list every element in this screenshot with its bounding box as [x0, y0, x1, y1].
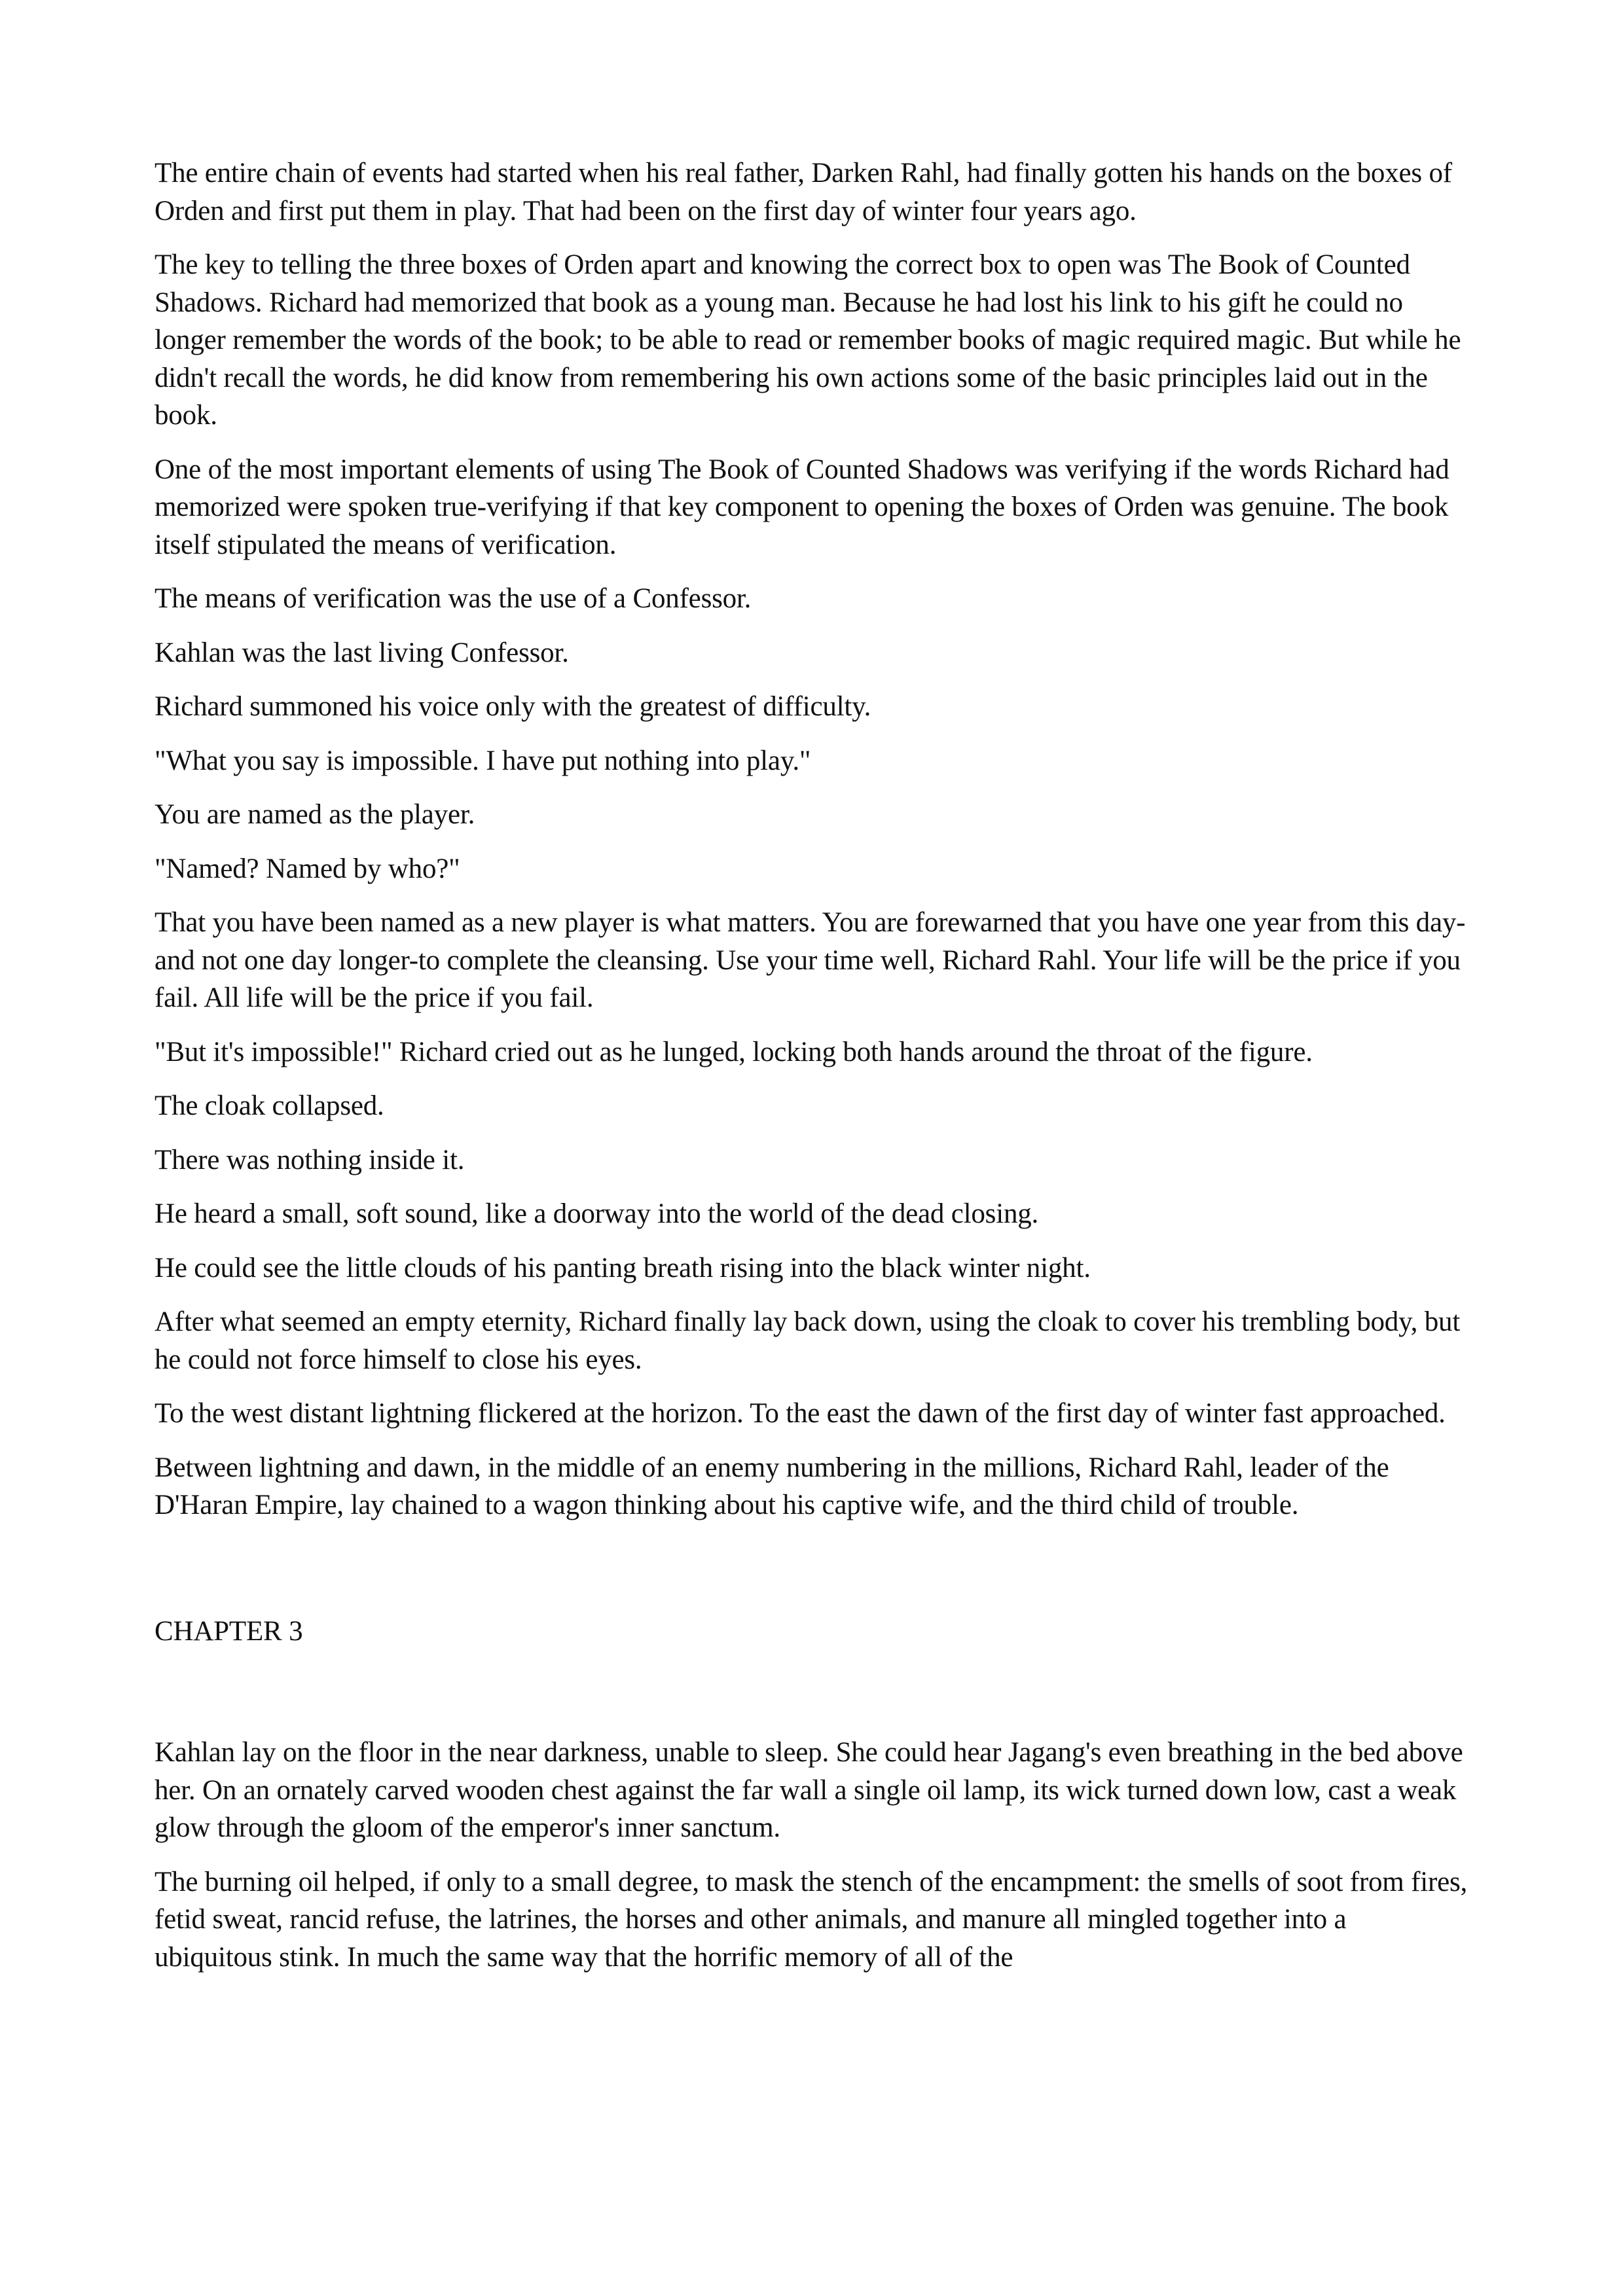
paragraph: "Named? Named by who?": [155, 853, 460, 884]
paragraph: To the west distant lightning flickered at the horizon. To the east the dawn of the first day of winter fast approached.: [155, 1398, 1446, 1429]
paragraph: He heard a small, soft sound, like a doorway into the world of the dead closing.: [155, 1198, 1039, 1229]
paragraph: The burning oil helped, if only to a small degree, to mask the stench of the encampment: the smells of soot from fires, fetid sweat, rancid refuse, the latrines, the horses and other animals, and manure all mingled together into a ubiquitous stink. In much the same way that the horrific memory of all of the: [155, 1866, 1468, 1973]
paragraph: "What you say is impossible. I have put nothing into play.": [155, 745, 811, 776]
paragraph: Kahlan was the last living Confessor.: [155, 637, 569, 668]
paragraph: After what seemed an empty eternity, Richard finally lay back down, using the cloak to cover his trembling body, but he could not force himself to close his eyes.: [155, 1306, 1461, 1375]
paragraph: The means of verification was the use of a Confessor.: [155, 583, 752, 614]
chapter-heading: CHAPTER 3: [155, 1615, 303, 1647]
paragraph: Richard summoned his voice only with the greatest of difficulty.: [155, 691, 871, 722]
paragraph: The entire chain of events had started when his real father, Darken Rahl, had finally gotten his hands on the boxes of Orden and first put them in play. That had been on the first day of winter four years ago.: [155, 158, 1452, 226]
paragraph: The cloak collapsed.: [155, 1090, 384, 1121]
document-page: [155, 154, 1470, 1992]
paragraph: One of the most important elements of using The Book of Counted Shadows was verifying if the words Richard had memorized were spoken true-verifying if that key component to opening the boxes of Orden was genuine. The book itself stipulated the means of verification.: [155, 454, 1450, 560]
paragraph: Kahlan lay on the floor in the near darkness, unable to sleep. She could hear Jagang's even breathing in the bed above her. On an ornately carved wooden chest against the far wall a single oil lamp, its wick turned down low, cast a weak glow through the gloom of the emperor's inner sanctum.: [155, 1737, 1463, 1843]
paragraph: He could see the little clouds of his panting breath rising into the black winter night.: [155, 1252, 1091, 1283]
paragraph: That you have been named as a new player is what matters. You are forewarned that you have one year from this day-and not one day longer-to complete the cleansing. Use your time well, Richard Rahl. Your life will be the price if you fail. All life will be the price if you fail.: [155, 907, 1466, 1013]
paragraph: The key to telling the three boxes of Orden apart and knowing the correct box to open was The Book of Counted Shadows. Richard had memorized that book as a young man. Because he had lost his link to his gift he could no longer remember the words of the book; to be able to read or remember books of magic required magic. But while he didn't recall the words, he did know from remembering his own actions some of the basic principles laid out in the book.: [155, 249, 1461, 431]
paragraph: Between lightning and dawn, in the middle of an enemy numbering in the millions, Richard Rahl, leader of the D'Haran Empire, lay chained to a wagon thinking about his captive wife, and the third child of trouble.: [155, 1452, 1389, 1520]
paragraph: There was nothing inside it.: [155, 1144, 465, 1175]
paragraph: "But it's impossible!" Richard cried out as he lunged, locking both hands around the throat of the figure.: [155, 1036, 1313, 1067]
paragraph: You are named as the player.: [155, 799, 475, 830]
